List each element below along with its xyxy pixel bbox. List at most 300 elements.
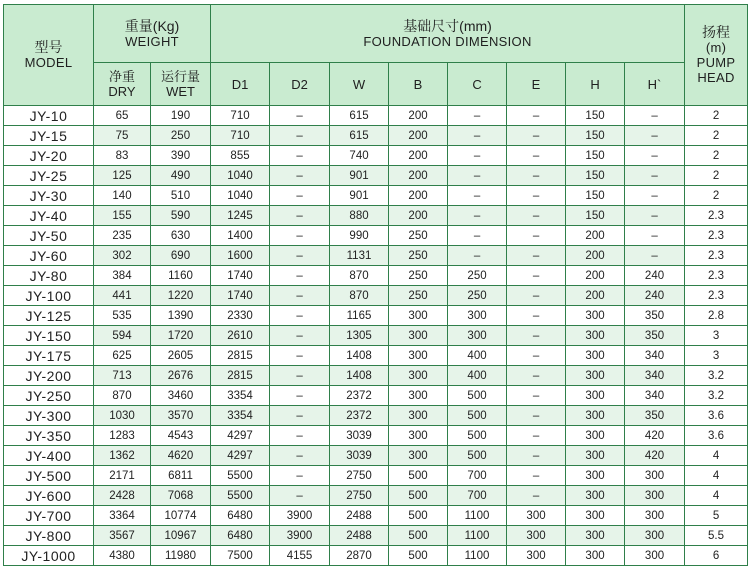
- h-cell: 300: [566, 326, 625, 346]
- w-cell: 901: [330, 166, 389, 186]
- w-cell: 2488: [330, 526, 389, 546]
- d2-cell: –: [270, 426, 330, 446]
- d2-cell: –: [270, 486, 330, 506]
- pump-head-cell: 3: [685, 326, 748, 346]
- h-prime-cell: 350: [625, 326, 685, 346]
- dim-header-d2: D2: [270, 63, 330, 106]
- b-cell: 300: [389, 366, 448, 386]
- dry-weight-cell: 625: [94, 346, 151, 366]
- w-cell: 990: [330, 226, 389, 246]
- h-prime-cell: 340: [625, 346, 685, 366]
- e-cell: 300: [507, 506, 566, 526]
- d1-cell: 710: [211, 106, 270, 126]
- e-cell: –: [507, 286, 566, 306]
- h-cell: 150: [566, 166, 625, 186]
- h-cell: 300: [566, 506, 625, 526]
- d2-cell: –: [270, 106, 330, 126]
- wet-weight-cell: 3570: [151, 406, 211, 426]
- h-cell: 200: [566, 266, 625, 286]
- c-cell: –: [448, 226, 507, 246]
- c-cell: –: [448, 206, 507, 226]
- head-header-en1: PUMP: [696, 55, 736, 70]
- b-cell: 200: [389, 186, 448, 206]
- b-cell: 250: [389, 286, 448, 306]
- table-row: [4, 206, 748, 226]
- d1-cell: 6480: [211, 526, 270, 546]
- h-prime-cell: 420: [625, 446, 685, 466]
- dry-header: [94, 63, 151, 106]
- b-cell: 200: [389, 126, 448, 146]
- h-cell: 300: [566, 526, 625, 546]
- h-cell: 150: [566, 146, 625, 166]
- w-cell: 1131: [330, 246, 389, 266]
- e-cell: –: [507, 406, 566, 426]
- table-row: [4, 426, 748, 446]
- pump-head-cell: 5.5: [685, 526, 748, 546]
- model-cell: JY-15: [4, 126, 94, 146]
- pump-head-cell: 2: [685, 106, 748, 126]
- model-header: [4, 5, 94, 106]
- w-cell: 2372: [330, 406, 389, 426]
- pump-head-cell: 6: [685, 546, 748, 566]
- model-cell: JY-100: [4, 286, 94, 306]
- e-cell: –: [507, 146, 566, 166]
- pump-head-cell: 3.2: [685, 386, 748, 406]
- wet-header-zh: 运行量: [161, 69, 201, 84]
- e-cell: –: [507, 206, 566, 226]
- table-row: [4, 266, 748, 286]
- dim-header-h-prime: H`: [625, 63, 685, 106]
- h-prime-cell: 300: [625, 466, 685, 486]
- h-prime-cell: 350: [625, 306, 685, 326]
- table-row: [4, 126, 748, 146]
- dry-weight-cell: 83: [94, 146, 151, 166]
- w-cell: 615: [330, 126, 389, 146]
- wet-weight-cell: 11980: [151, 546, 211, 566]
- c-cell: 500: [448, 446, 507, 466]
- h-cell: 300: [566, 346, 625, 366]
- h-cell: 300: [566, 386, 625, 406]
- head-header: [685, 5, 748, 106]
- c-cell: 500: [448, 426, 507, 446]
- wet-header: [151, 63, 211, 106]
- table-row: [4, 386, 748, 406]
- pump-head-cell: 2: [685, 146, 748, 166]
- d1-cell: 2815: [211, 346, 270, 366]
- dry-weight-cell: 140: [94, 186, 151, 206]
- dry-weight-cell: 1283: [94, 426, 151, 446]
- w-cell: 1408: [330, 346, 389, 366]
- h-prime-cell: –: [625, 226, 685, 246]
- wet-weight-cell: 1160: [151, 266, 211, 286]
- wet-weight-cell: 1720: [151, 326, 211, 346]
- wet-weight-cell: 490: [151, 166, 211, 186]
- pump-head-cell: 2: [685, 126, 748, 146]
- c-cell: –: [448, 126, 507, 146]
- c-cell: 400: [448, 366, 507, 386]
- wet-weight-cell: 2605: [151, 346, 211, 366]
- d1-cell: 7500: [211, 546, 270, 566]
- wet-weight-cell: 190: [151, 106, 211, 126]
- w-cell: 740: [330, 146, 389, 166]
- e-cell: –: [507, 486, 566, 506]
- dim-header-b: B: [389, 63, 448, 106]
- d2-cell: –: [270, 406, 330, 426]
- h-cell: 300: [566, 486, 625, 506]
- wet-weight-cell: 2676: [151, 366, 211, 386]
- c-cell: –: [448, 246, 507, 266]
- b-cell: 500: [389, 546, 448, 566]
- foundation-header-zh: 基础尺寸(mm): [403, 17, 492, 34]
- b-cell: 300: [389, 346, 448, 366]
- d1-cell: 1040: [211, 186, 270, 206]
- h-prime-cell: –: [625, 146, 685, 166]
- h-prime-cell: 240: [625, 286, 685, 306]
- dry-weight-cell: 65: [94, 106, 151, 126]
- e-cell: –: [507, 446, 566, 466]
- w-cell: 1408: [330, 366, 389, 386]
- wet-weight-cell: 510: [151, 186, 211, 206]
- w-cell: 3039: [330, 426, 389, 446]
- e-cell: –: [507, 346, 566, 366]
- model-cell: JY-200: [4, 366, 94, 386]
- c-cell: 700: [448, 486, 507, 506]
- h-prime-cell: 340: [625, 386, 685, 406]
- wet-weight-cell: 7068: [151, 486, 211, 506]
- h-cell: 200: [566, 246, 625, 266]
- table-row: [4, 506, 748, 526]
- w-cell: 2488: [330, 506, 389, 526]
- d1-cell: 2330: [211, 306, 270, 326]
- weight-header: [94, 5, 211, 63]
- h-cell: 300: [566, 446, 625, 466]
- d1-cell: 1740: [211, 266, 270, 286]
- w-cell: 2870: [330, 546, 389, 566]
- d2-cell: –: [270, 166, 330, 186]
- model-cell: JY-30: [4, 186, 94, 206]
- w-cell: 870: [330, 266, 389, 286]
- table-row: [4, 286, 748, 306]
- d1-cell: 710: [211, 126, 270, 146]
- d2-cell: 3900: [270, 506, 330, 526]
- dry-weight-cell: 2171: [94, 466, 151, 486]
- dim-header-c: C: [448, 63, 507, 106]
- h-prime-cell: 420: [625, 426, 685, 446]
- b-cell: 500: [389, 506, 448, 526]
- c-cell: 1100: [448, 526, 507, 546]
- d1-cell: 4297: [211, 426, 270, 446]
- h-prime-cell: 300: [625, 546, 685, 566]
- b-cell: 300: [389, 406, 448, 426]
- d1-cell: 6480: [211, 506, 270, 526]
- d2-cell: –: [270, 126, 330, 146]
- h-prime-cell: 300: [625, 506, 685, 526]
- pump-head-cell: 2.3: [685, 266, 748, 286]
- weight-header-zh: 重量(Kg): [124, 17, 180, 34]
- b-cell: 500: [389, 486, 448, 506]
- h-cell: 200: [566, 286, 625, 306]
- table-row: [4, 186, 748, 206]
- d1-cell: 1600: [211, 246, 270, 266]
- d2-cell: –: [270, 446, 330, 466]
- dim-header-h: H: [566, 63, 625, 106]
- d1-cell: 1400: [211, 226, 270, 246]
- h-cell: 300: [566, 426, 625, 446]
- e-cell: –: [507, 426, 566, 446]
- c-cell: –: [448, 186, 507, 206]
- e-cell: –: [507, 106, 566, 126]
- dry-weight-cell: 125: [94, 166, 151, 186]
- c-cell: –: [448, 106, 507, 126]
- c-cell: 300: [448, 306, 507, 326]
- wet-header-en: WET: [166, 84, 195, 99]
- dry-weight-cell: 535: [94, 306, 151, 326]
- wet-weight-cell: 1220: [151, 286, 211, 306]
- b-cell: 200: [389, 206, 448, 226]
- d1-cell: 855: [211, 146, 270, 166]
- h-cell: 150: [566, 126, 625, 146]
- w-cell: 2372: [330, 386, 389, 406]
- h-prime-cell: 340: [625, 366, 685, 386]
- wet-weight-cell: 630: [151, 226, 211, 246]
- h-cell: 200: [566, 226, 625, 246]
- pump-head-cell: 3.6: [685, 426, 748, 446]
- table-row: [4, 486, 748, 506]
- dry-weight-cell: 75: [94, 126, 151, 146]
- d2-cell: 4155: [270, 546, 330, 566]
- pump-head-cell: 2.3: [685, 246, 748, 266]
- w-cell: 901: [330, 186, 389, 206]
- model-cell: JY-600: [4, 486, 94, 506]
- c-cell: 500: [448, 406, 507, 426]
- pump-head-cell: 2.8: [685, 306, 748, 326]
- w-cell: 880: [330, 206, 389, 226]
- model-header-zh: 型号: [34, 39, 63, 55]
- wet-weight-cell: 6811: [151, 466, 211, 486]
- table-row: [4, 166, 748, 186]
- dim-header-e: E: [507, 63, 566, 106]
- e-cell: –: [507, 226, 566, 246]
- foundation-header: [211, 5, 685, 63]
- d2-cell: –: [270, 226, 330, 246]
- d1-cell: 1740: [211, 286, 270, 306]
- b-cell: 500: [389, 526, 448, 546]
- wet-weight-cell: 390: [151, 146, 211, 166]
- h-prime-cell: 300: [625, 486, 685, 506]
- pump-head-cell: 2.3: [685, 286, 748, 306]
- d2-cell: –: [270, 346, 330, 366]
- b-cell: 200: [389, 166, 448, 186]
- c-cell: 250: [448, 266, 507, 286]
- wet-weight-cell: 4543: [151, 426, 211, 446]
- h-prime-cell: –: [625, 126, 685, 146]
- b-cell: 500: [389, 466, 448, 486]
- model-cell: JY-350: [4, 426, 94, 446]
- c-cell: 500: [448, 386, 507, 406]
- w-cell: 1305: [330, 326, 389, 346]
- h-cell: 150: [566, 106, 625, 126]
- dry-weight-cell: 3364: [94, 506, 151, 526]
- h-prime-cell: –: [625, 106, 685, 126]
- e-cell: –: [507, 126, 566, 146]
- dry-weight-cell: 235: [94, 226, 151, 246]
- w-cell: 3039: [330, 446, 389, 466]
- e-cell: 300: [507, 526, 566, 546]
- pump-head-cell: 3.2: [685, 366, 748, 386]
- dry-header-zh: 净重: [108, 69, 135, 84]
- d2-cell: –: [270, 366, 330, 386]
- model-header-en: MODEL: [24, 55, 73, 70]
- d2-cell: –: [270, 206, 330, 226]
- pump-head-cell: 2.3: [685, 226, 748, 246]
- d1-cell: 5500: [211, 466, 270, 486]
- d2-cell: –: [270, 306, 330, 326]
- head-header-zh: 扬程: [702, 24, 731, 40]
- dry-weight-cell: 713: [94, 366, 151, 386]
- wet-weight-cell: 690: [151, 246, 211, 266]
- h-prime-cell: 350: [625, 406, 685, 426]
- dry-weight-cell: 3567: [94, 526, 151, 546]
- b-cell: 300: [389, 306, 448, 326]
- pump-head-cell: 2: [685, 166, 748, 186]
- d2-cell: –: [270, 266, 330, 286]
- table-row: [4, 466, 748, 486]
- d2-cell: 3900: [270, 526, 330, 546]
- dry-weight-cell: 2428: [94, 486, 151, 506]
- c-cell: 1100: [448, 506, 507, 526]
- c-cell: –: [448, 166, 507, 186]
- c-cell: 400: [448, 346, 507, 366]
- table-row: [4, 526, 748, 546]
- model-cell: JY-20: [4, 146, 94, 166]
- model-cell: JY-800: [4, 526, 94, 546]
- pump-head-cell: 2.3: [685, 206, 748, 226]
- wet-weight-cell: 4620: [151, 446, 211, 466]
- model-cell: JY-80: [4, 266, 94, 286]
- model-cell: JY-400: [4, 446, 94, 466]
- table-row: [4, 146, 748, 166]
- h-cell: 300: [566, 466, 625, 486]
- weight-header-en: WEIGHT: [125, 33, 179, 49]
- w-cell: 1165: [330, 306, 389, 326]
- e-cell: –: [507, 266, 566, 286]
- e-cell: –: [507, 366, 566, 386]
- dry-weight-cell: 1030: [94, 406, 151, 426]
- d1-cell: 4297: [211, 446, 270, 466]
- b-cell: 250: [389, 266, 448, 286]
- table-row: [4, 106, 748, 126]
- b-cell: 200: [389, 106, 448, 126]
- b-cell: 300: [389, 326, 448, 346]
- h-cell: 300: [566, 306, 625, 326]
- model-cell: JY-700: [4, 506, 94, 526]
- c-cell: 300: [448, 326, 507, 346]
- dry-weight-cell: 441: [94, 286, 151, 306]
- w-cell: 615: [330, 106, 389, 126]
- b-cell: 250: [389, 226, 448, 246]
- d2-cell: –: [270, 186, 330, 206]
- pump-head-cell: 5: [685, 506, 748, 526]
- head-header-unit: (m): [705, 40, 727, 55]
- table-row: [4, 246, 748, 266]
- h-cell: 300: [566, 546, 625, 566]
- model-cell: JY-175: [4, 346, 94, 366]
- b-cell: 300: [389, 446, 448, 466]
- d2-cell: –: [270, 146, 330, 166]
- c-cell: –: [448, 146, 507, 166]
- table-row: [4, 366, 748, 386]
- h-prime-cell: 300: [625, 526, 685, 546]
- e-cell: –: [507, 386, 566, 406]
- e-cell: –: [507, 246, 566, 266]
- model-cell: JY-40: [4, 206, 94, 226]
- d2-cell: –: [270, 326, 330, 346]
- pump-head-cell: 4: [685, 466, 748, 486]
- dry-weight-cell: 870: [94, 386, 151, 406]
- d2-cell: –: [270, 386, 330, 406]
- h-prime-cell: –: [625, 206, 685, 226]
- d1-cell: 5500: [211, 486, 270, 506]
- d1-cell: 1245: [211, 206, 270, 226]
- d1-cell: 3354: [211, 386, 270, 406]
- table-row: [4, 326, 748, 346]
- e-cell: –: [507, 186, 566, 206]
- wet-weight-cell: 250: [151, 126, 211, 146]
- table-row: [4, 306, 748, 326]
- w-cell: 870: [330, 286, 389, 306]
- w-cell: 2750: [330, 466, 389, 486]
- wet-weight-cell: 1390: [151, 306, 211, 326]
- d2-cell: –: [270, 466, 330, 486]
- model-cell: JY-1000: [4, 546, 94, 566]
- c-cell: 1100: [448, 546, 507, 566]
- d1-cell: 2610: [211, 326, 270, 346]
- h-prime-cell: 240: [625, 266, 685, 286]
- model-cell: JY-60: [4, 246, 94, 266]
- e-cell: –: [507, 326, 566, 346]
- h-cell: 150: [566, 206, 625, 226]
- c-cell: 250: [448, 286, 507, 306]
- wet-weight-cell: 10774: [151, 506, 211, 526]
- model-cell: JY-500: [4, 466, 94, 486]
- pump-spec-table: [3, 4, 748, 566]
- model-cell: JY-300: [4, 406, 94, 426]
- e-cell: –: [507, 306, 566, 326]
- dry-weight-cell: 155: [94, 206, 151, 226]
- b-cell: 200: [389, 146, 448, 166]
- h-cell: 300: [566, 406, 625, 426]
- head-header-en2: HEAD: [697, 70, 735, 85]
- table-row: [4, 546, 748, 566]
- table-row: [4, 346, 748, 366]
- b-cell: 300: [389, 386, 448, 406]
- dry-weight-cell: 594: [94, 326, 151, 346]
- dry-weight-cell: 302: [94, 246, 151, 266]
- d1-cell: 1040: [211, 166, 270, 186]
- dry-header-en: DRY: [108, 84, 136, 99]
- dry-weight-cell: 4380: [94, 546, 151, 566]
- wet-weight-cell: 590: [151, 206, 211, 226]
- pump-head-cell: 4: [685, 486, 748, 506]
- h-prime-cell: –: [625, 166, 685, 186]
- d2-cell: –: [270, 246, 330, 266]
- d1-cell: 2815: [211, 366, 270, 386]
- model-cell: JY-10: [4, 106, 94, 126]
- b-cell: 300: [389, 426, 448, 446]
- w-cell: 2750: [330, 486, 389, 506]
- e-cell: –: [507, 466, 566, 486]
- spec-rows: [4, 106, 748, 566]
